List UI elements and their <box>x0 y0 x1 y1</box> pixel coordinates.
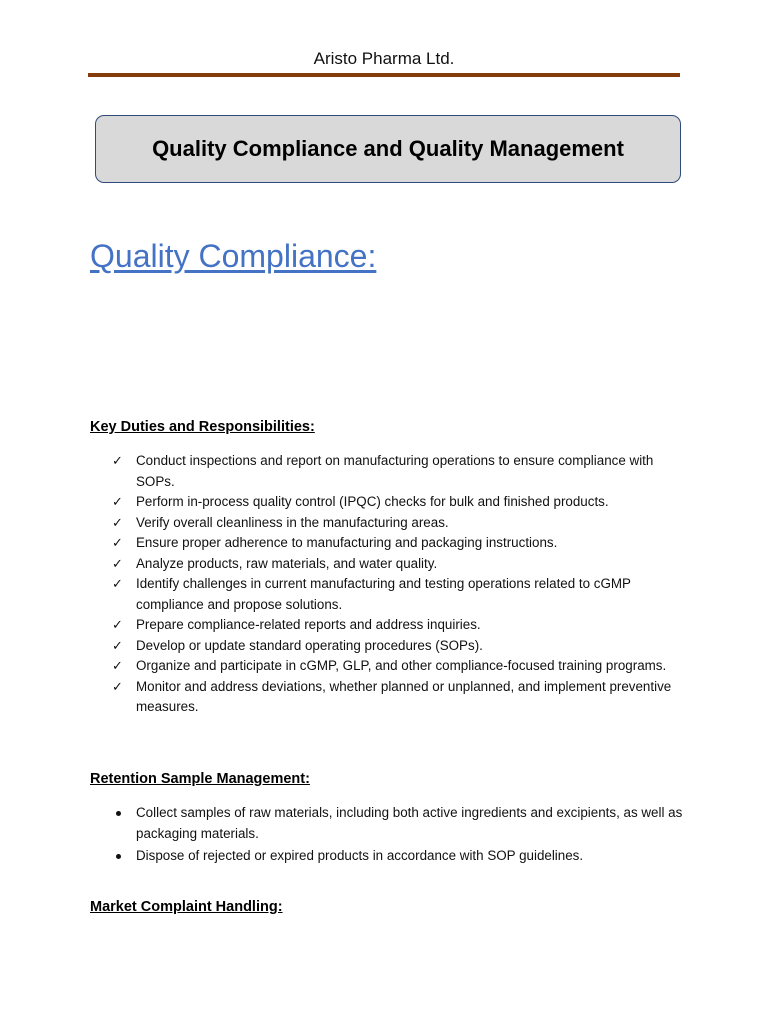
header-rule <box>88 73 680 77</box>
list-item: ✓ Perform in-process quality control (IPQC) checks for bulk and finished products. <box>0 492 768 513</box>
document-title-box <box>95 115 681 183</box>
check-mark-icon: ✓ <box>112 494 123 509</box>
list-item: ✓ Ensure proper adherence to manufacturing and packaging instructions. <box>0 533 768 554</box>
document-title: Quality Compliance and Quality Management <box>152 136 624 161</box>
list-item: ✓ Conduct inspections and report on manufacturing operations to ensure compliance with SOPs. <box>112 453 654 489</box>
check-mark-icon: ✓ <box>112 535 123 550</box>
retention-list <box>0 803 768 867</box>
list-item: ✓ Verify overall cleanliness in the manufacturing areas. <box>0 513 768 534</box>
list-item: ✓ Organize and participate in cGMP, GLP, and other compliance-focused training programs. <box>0 656 768 677</box>
check-mark-icon: ✓ <box>112 555 123 571</box>
subheading-key-duties: Key Duties and Responsibilities: <box>90 419 315 435</box>
list-item: ✓ Analyze products, raw materials, and water quality. <box>0 554 768 575</box>
list-item: Dispose of rejected or expired products in accordance with SOP guidelines. <box>0 846 768 867</box>
check-mark-icon: ✓ <box>112 678 123 694</box>
list-item: ✓ Monitor and address deviations, whether planned or unplanned, and implement preventive measures. <box>112 678 672 714</box>
check-mark-icon: ✓ <box>112 514 123 530</box>
bullet-icon <box>116 854 121 859</box>
list-item: Collect samples of raw materials, including both active ingredients and excipients, as well as packaging materials. <box>0 803 768 844</box>
subheading-retention-sample: Retention Sample Management: <box>90 771 310 787</box>
check-mark-icon: ✓ <box>112 637 123 653</box>
check-mark-icon: ✓ <box>112 617 123 632</box>
list-item: ✓ Prepare compliance-related reports and address inquiries. <box>0 615 768 636</box>
subheading-market-complaint: Market Complaint Handling: <box>90 899 283 915</box>
list-item: ✓ Develop or update standard operating procedures (SOPs). <box>0 636 768 657</box>
section-heading-quality-compliance: Quality Compliance: <box>90 238 377 274</box>
check-mark-icon: ✓ <box>112 658 123 673</box>
key-duties-list <box>0 451 768 718</box>
bullet-icon <box>116 811 121 816</box>
check-mark-icon: ✓ <box>112 453 123 468</box>
header-company-name: Aristo Pharma Ltd. <box>313 49 455 68</box>
list-item: ✓ Identify challenges in current manufacturing and testing operations related to cGMP compliance and propose solutions. <box>112 576 631 612</box>
check-mark-icon: ✓ <box>112 576 123 591</box>
